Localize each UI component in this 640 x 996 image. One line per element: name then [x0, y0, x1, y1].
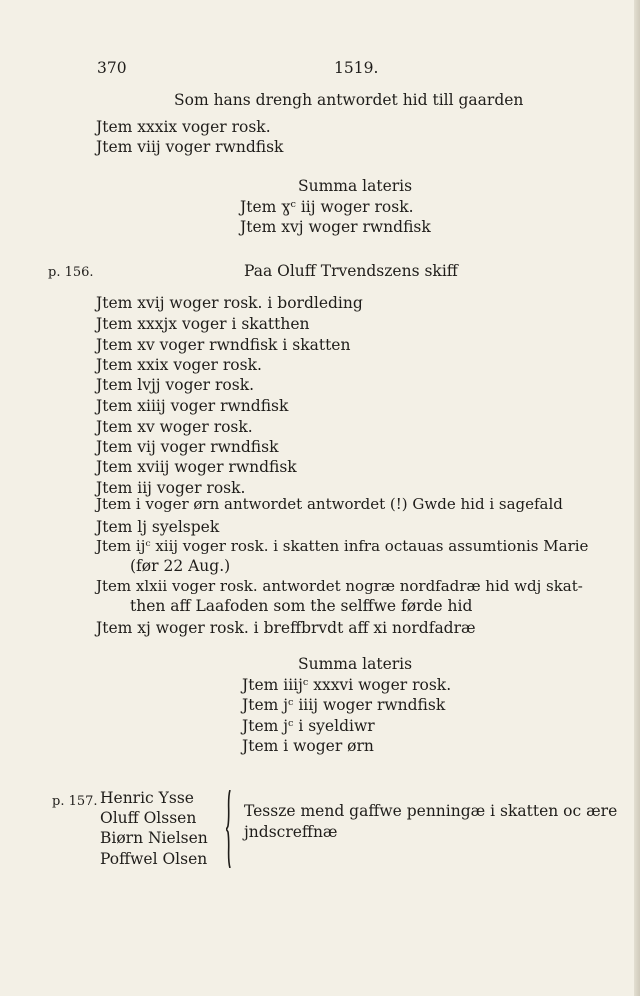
- page-number: 370: [97, 59, 127, 77]
- entry-line: Jtem xlxii voger rosk. antwordet nogræ nordfadræ hid wdj skat-: [96, 577, 583, 595]
- entry-line: Jtem vij voger rwndfisk: [96, 438, 279, 456]
- summa-title: Summa lateris: [298, 177, 413, 195]
- entry-line: Jtem xiiij voger rwndfisk: [96, 397, 289, 415]
- summa-line: Jtem ɣᶜ iij woger rosk.: [240, 198, 414, 216]
- entry-line: Jtem xxix voger rosk.: [96, 356, 262, 374]
- entry-line: Jtem xv voger rwndfisk i skatten: [96, 336, 351, 354]
- page-ref: p. 157.: [52, 794, 98, 809]
- intro-line: Jtem xxxix voger rosk.: [96, 118, 271, 136]
- person-name: Biørn Nielsen: [100, 829, 208, 847]
- entry-line: Jtem lj syelspek: [96, 518, 220, 536]
- statement-line: jndscreffnæ: [244, 823, 338, 841]
- summa-line: Jtem jᶜ i syeldiwr: [242, 717, 375, 735]
- entry-line: Jtem lvjj voger rosk.: [96, 376, 255, 394]
- statement-line: Tessze mend gaffwe penningæ i skatten oc ære: [244, 802, 618, 820]
- summa-line: Jtem iiijᶜ xxxvi woger rosk.: [242, 676, 452, 694]
- entry-line: Jtem ijᶜ xiij voger rosk. i skatten infra octauas assumtionis Marie: [96, 537, 589, 555]
- entry-line: Jtem xvij woger rosk. i bordleding: [96, 294, 363, 312]
- entry-line: Jtem xv woger rosk.: [96, 418, 253, 436]
- person-name: Poffwel Olsen: [100, 850, 208, 868]
- brace-icon: [226, 790, 232, 868]
- summa-line: Jtem jᶜ iiij woger rwndfisk: [242, 696, 446, 714]
- summa-title: Summa lateris: [298, 655, 413, 673]
- date-note: (før 22 Aug.): [130, 557, 231, 575]
- intro-line: Jtem viij voger rwndfisk: [96, 138, 284, 156]
- summa-line: Jtem xvj woger rwndfisk: [240, 218, 431, 236]
- entry-line: Jtem iij voger rosk.: [96, 479, 246, 497]
- page-edge: [634, 0, 640, 996]
- person-name: Oluff Olssen: [100, 809, 197, 827]
- entry-line: Jtem xj woger rosk. i breffbrvdt aff xi nordfadræ: [96, 619, 476, 637]
- entry-line: Jtem xxxjx voger i skatthen: [96, 315, 310, 333]
- intro-line: Som hans drengh antwordet hid till gaarden: [174, 91, 524, 109]
- entry-line-continued: then aff Laafoden som the selffwe førde hid: [130, 597, 473, 615]
- person-name: Henric Ysse: [100, 789, 194, 807]
- summa-line: Jtem i woger ørn: [242, 737, 374, 755]
- entry-line: Jtem i voger ørn antwordet antwordet (!) Gwde hid i sagefald: [96, 495, 563, 513]
- entry-line: Jtem xviij woger rwndfisk: [96, 458, 297, 476]
- section-title: Paa Oluff Trvendszens skiff: [244, 262, 458, 280]
- year-header: 1519.: [334, 59, 379, 77]
- page-ref: p. 156.: [48, 265, 94, 280]
